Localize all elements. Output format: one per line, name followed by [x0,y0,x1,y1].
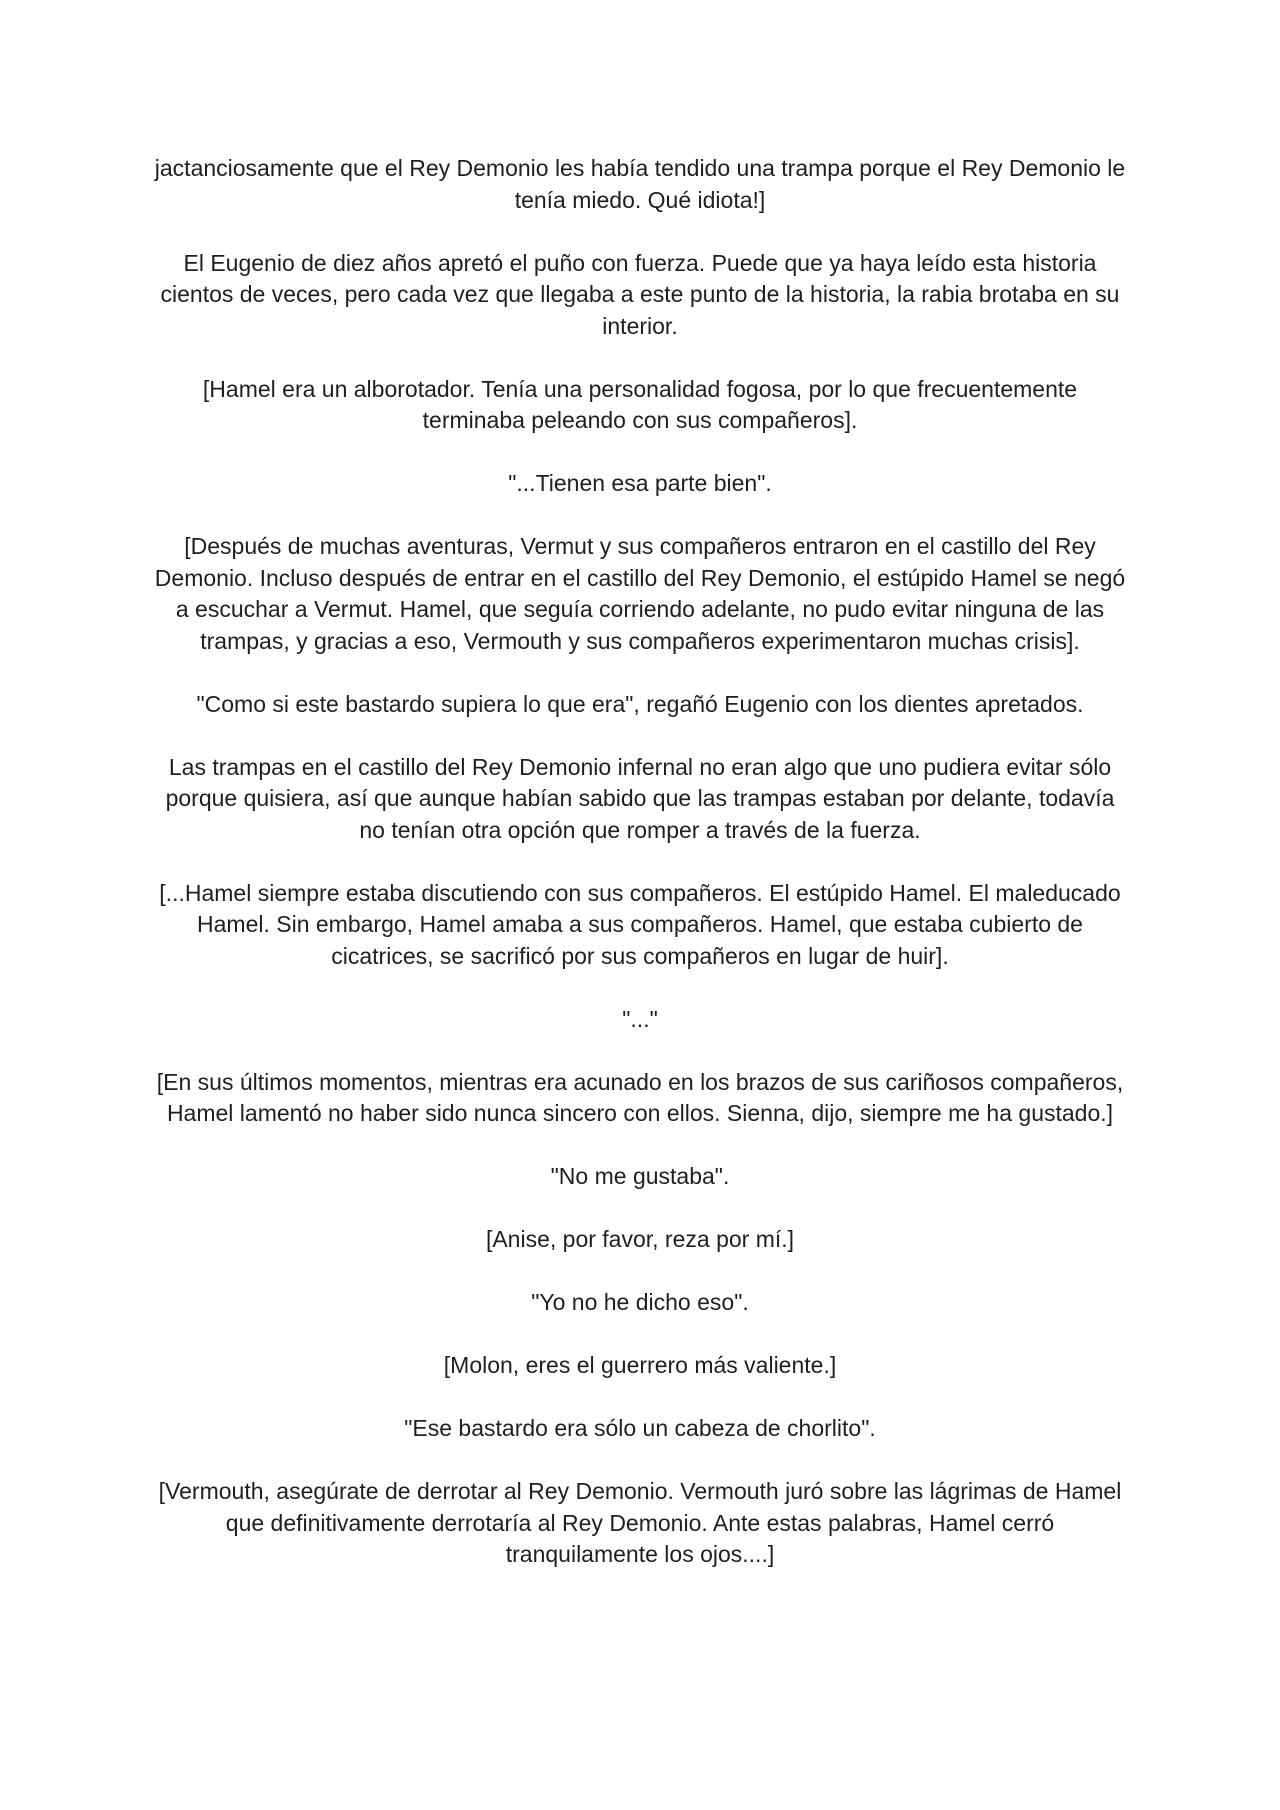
paragraph: "Como si este bastardo supiera lo que era", regañó Eugenio con los dientes apretados. [196,690,1084,717]
paragraph: [...Hamel siempre estaba discutiendo con sus compañeros. El estúpido Hamel. El maleducado Hamel. Sin embargo, Hamel amaba a sus compañeros. Hamel, que estaba cubierto de cicatrices, se sacrificó por sus compañeros en lugar de huir]. [159,879,1121,969]
paragraph: "..." [622,1005,658,1032]
paragraph: [En sus últimos momentos, mientras era acunado en los brazos de sus cariñosos compañeros, Hamel lamentó no haber sido nunca sincero con ellos. Sienna, dijo, siempre me ha gustado.] [156,1068,1124,1126]
paragraph: "Yo no he dicho eso". [531,1289,749,1315]
paragraph: [Después de muchas aventuras, Vermut y sus compañeros entraron en el castillo del Rey Demonio. Incluso después de entrar en el castillo del Rey Demonio, el estúpido Hamel se negó a escuchar a Vermut. Hamel, que seguía corriendo adelante, no pudo evitar ninguna de las trampas, y gracias a eso, Vermouth y sus compañeros experimentaron muchas crisis]. [154,533,1126,654]
paragraph: "Ese bastardo era sólo un cabeza de chorlito". [404,1415,876,1441]
paragraph: [Vermouth, asegúrate de derrotar al Rey Demonio. Vermouth juró sobre las lágrimas de Hamel que definitivamente derrotaría al Rey Demonio. Ante estas palabras, Hamel cerró tranquilamente los ojos....] [158,1478,1122,1567]
paragraph: [Molon, eres el guerrero más valiente.] [443,1352,837,1378]
paragraph: Las trampas en el castillo del Rey Demonio infernal no eran algo que uno pudiera evitar sólo porque quisiera, así que aunque habían sabido que las trampas estaban por delante, todavía no tenían otra opción que romper a través de la fuerza. [165,753,1115,843]
document-body [150,153,1130,1602]
paragraph: jactanciosamente que el Rey Demonio les había tendido una trampa porque el Rey Demonio le tenía miedo. Qué idiota!] [154,155,1126,213]
paragraph: El Eugenio de diez años apretó el puño con fuerza. Puede que ya haya leído esta historia cientos de veces, pero cada vez que llegaba a este punto de la historia, la rabia brotaba en su interior. [160,249,1120,339]
paragraph: "...Tienen esa parte bien". [508,470,772,496]
paragraph: [Hamel era un alborotador. Tenía una personalidad fogosa, por lo que frecuentemente terminaba peleando con sus compañeros]. [202,375,1078,433]
paragraph: "No me gustaba". [550,1163,730,1189]
paragraph: [Anise, por favor, reza por mí.] [485,1226,795,1252]
